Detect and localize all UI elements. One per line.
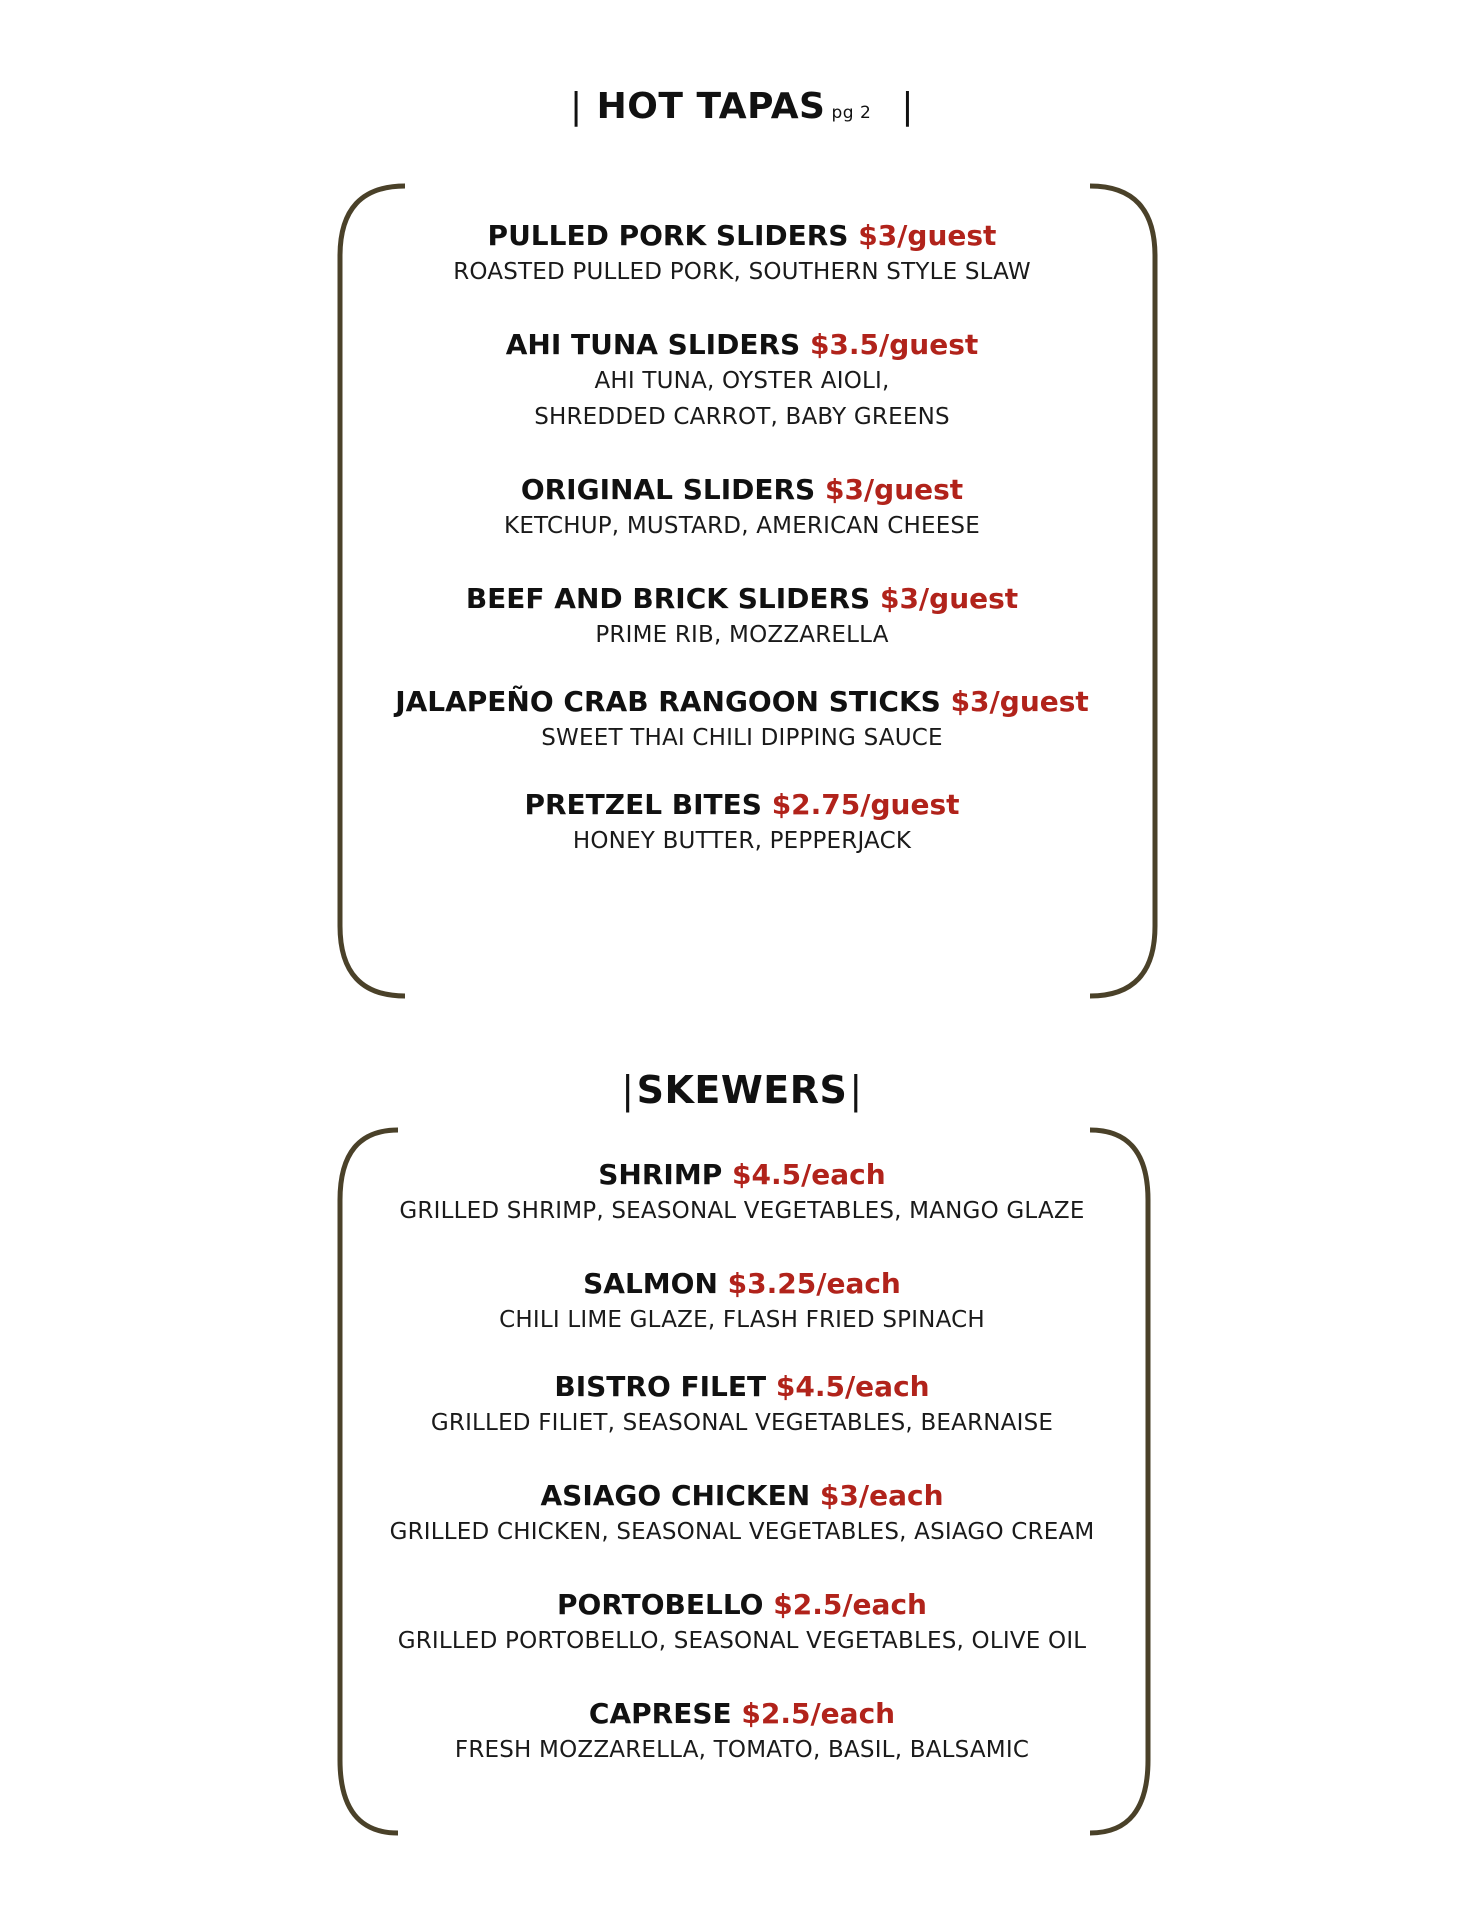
item-price: $2.75/guest xyxy=(771,788,960,821)
item-name: PRETZEL BITES xyxy=(524,788,762,821)
item-price: $3/each xyxy=(819,1479,944,1512)
menu-item xyxy=(0,581,1484,653)
menu-item xyxy=(0,1266,1484,1338)
menu-item xyxy=(0,787,1484,859)
heading-divider: | xyxy=(849,1068,863,1112)
hot-tapas-title: HOT TAPAS xyxy=(596,86,826,127)
item-description: GRILLED SHRIMP, SEASONAL VEGETABLES, MANGO GLAZE xyxy=(399,1198,1085,1224)
heading-divider: | xyxy=(901,86,914,127)
item-title xyxy=(0,218,1484,254)
menu-item xyxy=(0,1696,1484,1768)
item-description: HONEY BUTTER, PEPPERJACK xyxy=(572,828,912,854)
heading-divider: | xyxy=(570,86,583,127)
heading-divider: | xyxy=(621,1068,635,1112)
item-description: GRILLED FILIET, SEASONAL VEGETABLES, BEARNAISE xyxy=(430,1410,1054,1436)
item-name: PORTOBELLO xyxy=(557,1588,764,1621)
menu-item xyxy=(0,1157,1484,1229)
item-price: $3/guest xyxy=(824,473,964,506)
menu-item xyxy=(0,218,1484,290)
item-price: $4.5/each xyxy=(775,1370,930,1403)
item-price: $3.5/guest xyxy=(809,328,979,361)
item-description: ROASTED PULLED PORK, SOUTHERN STYLE SLAW xyxy=(453,259,1031,285)
menu-item xyxy=(0,1587,1484,1659)
item-price: $3/guest xyxy=(950,685,1089,718)
item-price: $3/guest xyxy=(879,582,1019,615)
item-description: FRESH MOZZARELLA, TOMATO, BASIL, BALSAMIC xyxy=(454,1737,1030,1763)
page-number: pg 2 xyxy=(831,103,872,123)
item-name: BISTRO FILET xyxy=(554,1370,767,1403)
item-title xyxy=(0,1696,1484,1732)
item-description: SWEET THAI CHILI DIPPING SAUCE xyxy=(541,725,943,751)
item-price: $2.5/each xyxy=(741,1697,896,1730)
item-name: ASIAGO CHICKEN xyxy=(540,1479,811,1512)
menu-item xyxy=(0,472,1484,544)
item-description: GRILLED CHICKEN, SEASONAL VEGETABLES, ASIAGO CREAM xyxy=(389,1519,1095,1545)
item-description: SHREDDED CARROT, BABY GREENS xyxy=(534,404,950,430)
item-description: AHI TUNA, OYSTER AIOLI, xyxy=(594,368,890,394)
item-title xyxy=(0,581,1484,617)
menu-item xyxy=(0,684,1484,756)
item-price: $4.5/each xyxy=(731,1158,886,1191)
item-title xyxy=(0,1478,1484,1514)
menu-item xyxy=(0,327,1484,435)
skewers-title: SKEWERS xyxy=(636,1068,848,1112)
item-title xyxy=(0,1369,1484,1405)
menu-item xyxy=(0,1369,1484,1441)
item-price: $3/guest xyxy=(858,219,997,252)
item-title xyxy=(0,327,1484,363)
menu-item xyxy=(0,1478,1484,1550)
item-description: KETCHUP, MUSTARD, AMERICAN CHEESE xyxy=(504,513,980,539)
item-name: SHRIMP xyxy=(598,1158,723,1191)
item-price: $3.25/each xyxy=(727,1267,901,1300)
item-title xyxy=(0,684,1484,720)
item-description: PRIME RIB, MOZZARELLA xyxy=(595,622,889,648)
item-name: SALMON xyxy=(583,1267,718,1300)
item-name: JALAPEÑO CRAB RANGOON STICKS xyxy=(395,685,941,718)
item-title xyxy=(0,472,1484,508)
item-description: GRILLED PORTOBELLO, SEASONAL VEGETABLES, OLIVE OIL xyxy=(397,1628,1087,1654)
item-name: ORIGINAL SLIDERS xyxy=(520,473,816,506)
item-price: $2.5/each xyxy=(773,1588,927,1621)
item-name: CAPRESE xyxy=(588,1697,732,1730)
item-title xyxy=(0,787,1484,823)
item-name: AHI TUNA SLIDERS xyxy=(505,328,801,361)
item-title xyxy=(0,1157,1484,1193)
item-description: CHILI LIME GLAZE, FLASH FRIED SPINACH xyxy=(499,1307,985,1333)
item-name: PULLED PORK SLIDERS xyxy=(487,219,849,252)
item-title xyxy=(0,1266,1484,1302)
item-name: BEEF AND BRICK SLIDERS xyxy=(465,582,871,615)
item-title xyxy=(0,1587,1484,1623)
